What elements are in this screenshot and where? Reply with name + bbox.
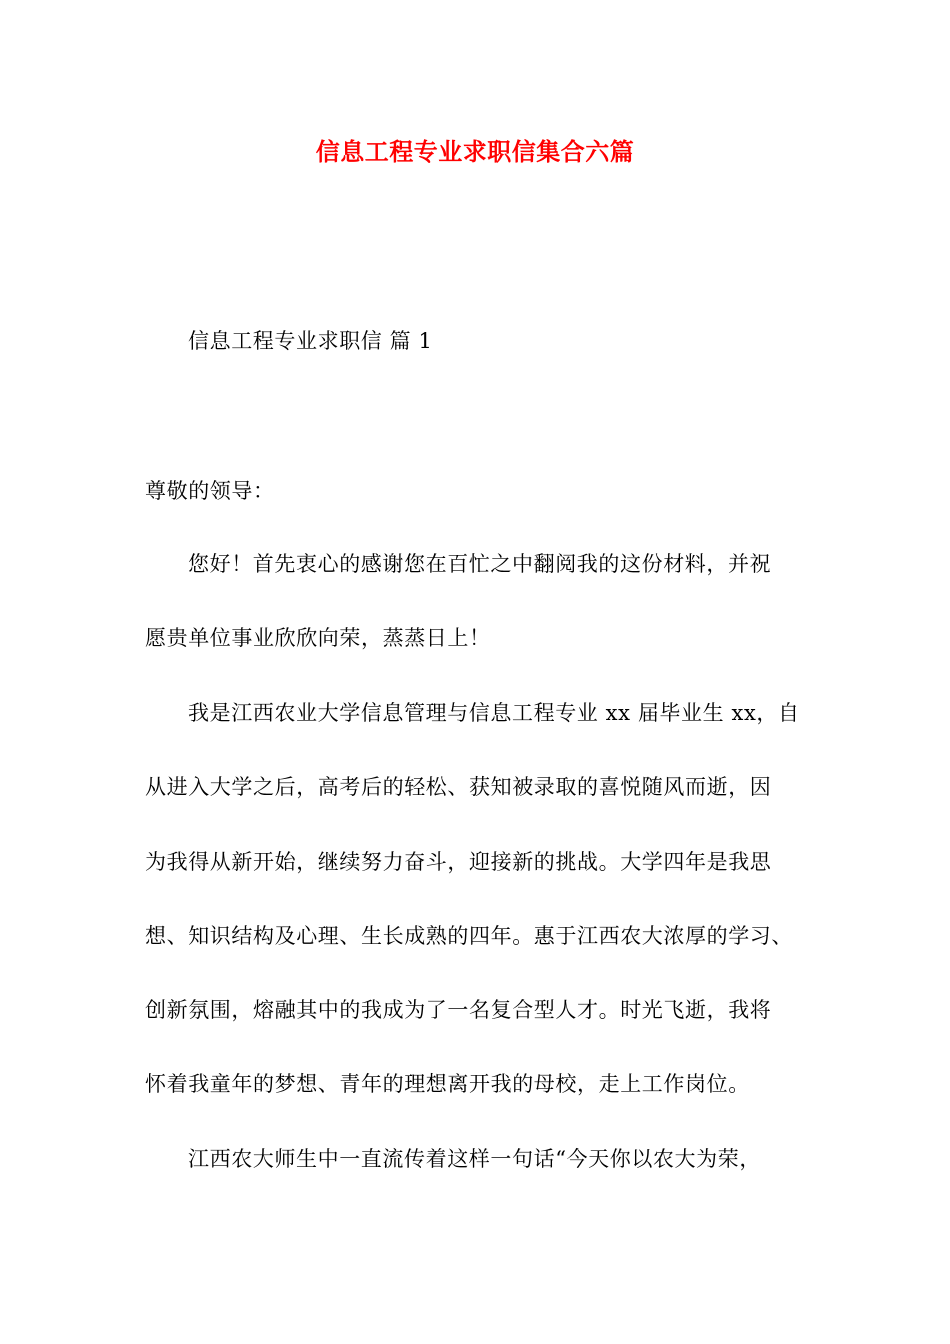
paragraph-line: 为我得从新开始，继续努力奋斗，迎接新的挑战。大学四年是我思: [145, 850, 772, 874]
paragraph-line: 怀着我童年的梦想、青年的理想离开我的母校，走上工作岗位。: [145, 1072, 750, 1096]
paragraph-line: 从进入大学之后，高考后的轻松、获知被录取的喜悦随风而逝，因: [145, 775, 772, 799]
document-title: 信息工程专业求职信集合六篇: [315, 138, 635, 166]
paragraph-line: 您好！首先衷心的感谢您在百忙之中翻阅我的这份材料，并祝: [188, 552, 772, 576]
paragraph-line: 想、知识结构及心理、生长成熟的四年。惠于江西农大浓厚的学习、: [145, 924, 793, 948]
paragraph-line: 江西农大师生中一直流传着这样一句话“今天你以农大为荣，: [188, 1147, 761, 1171]
section-heading: 信息工程专业求职信 篇 1: [188, 329, 433, 353]
paragraph-line: 创新氛围，熔融其中的我成为了一名复合型人才。时光飞逝，我将: [145, 998, 772, 1022]
paragraph-line: 愿贵单位事业欣欣向荣，蒸蒸日上！: [145, 626, 491, 650]
paragraph-line: 我是江西农业大学信息管理与信息工程专业 xx 届毕业生 xx，自: [188, 701, 800, 725]
salutation: 尊敬的领导：: [145, 479, 275, 503]
